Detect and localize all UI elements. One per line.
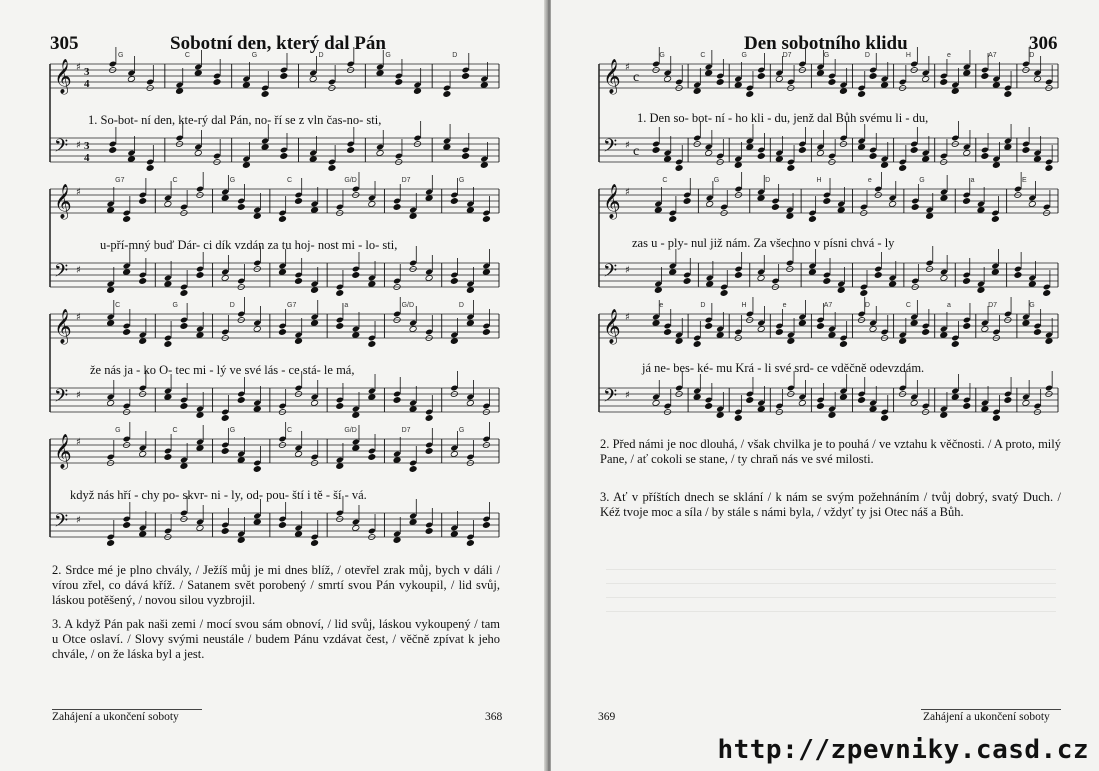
chord-symbol: G (919, 177, 925, 184)
chord-symbol: D (864, 302, 870, 309)
chord-symbol: G (741, 52, 747, 59)
lyric-line: že nás ja - ko O- tec mi - lý ve své lás - ce stá- le má, (90, 363, 355, 377)
svg-text:♯: ♯ (76, 390, 81, 401)
svg-text:𝄞: 𝄞 (54, 59, 72, 94)
svg-text:3: 3 (84, 66, 90, 78)
svg-text:4: 4 (84, 78, 90, 90)
chord-symbol: H (741, 302, 747, 309)
svg-text:♯: ♯ (625, 312, 630, 323)
song-number-306: 306 (1029, 33, 1058, 54)
svg-text:𝄢: 𝄢 (603, 261, 618, 286)
svg-text:♯: ♯ (76, 140, 81, 151)
chord-symbol: G7 (115, 177, 125, 184)
chord-symbol: G (659, 52, 665, 59)
right-system-1 (597, 52, 1062, 177)
svg-text:𝄞: 𝄞 (54, 184, 72, 219)
chord-symbol: a (344, 302, 349, 309)
chord-symbol: a (970, 177, 975, 184)
chord-symbol: D (452, 52, 458, 59)
svg-text:♯: ♯ (625, 265, 630, 276)
right-page (551, 0, 1099, 771)
chord-symbol: e (782, 302, 787, 309)
svg-text:𝄢: 𝄢 (603, 136, 618, 161)
lyric-line: zas u - ply- nul již nám. Za všechno v písni chvá - ly (632, 236, 895, 250)
chord-symbol: A7 (823, 302, 833, 309)
footer-section-title: Zahájení a ukončení soboty (52, 711, 179, 723)
svg-text:𝄢: 𝄢 (54, 261, 69, 286)
chord-symbol: H (816, 177, 822, 184)
lyric-line: když nás hří - chy po- skvr- ni - ly, od- pou- ští i tě - ší - vá. (70, 488, 367, 502)
chord-symbol: D7 (782, 52, 792, 59)
chord-symbol: D7 (401, 177, 411, 184)
svg-text:♯: ♯ (625, 62, 630, 73)
chord-symbol: C (115, 302, 121, 309)
chord-symbol: G (458, 427, 465, 434)
svg-text:𝄞: 𝄞 (54, 434, 72, 469)
chord-symbol: G/D (344, 427, 357, 434)
chord-symbol: E (1022, 177, 1027, 184)
footer-section-title: Zahájení a ukončení soboty (923, 711, 1050, 723)
chord-symbol: G7 (287, 302, 297, 309)
footer-rule (52, 709, 202, 710)
left-system-2 (48, 177, 503, 302)
chord-symbol: G (115, 427, 121, 434)
svg-text:𝄞: 𝄞 (603, 184, 621, 219)
chord-symbol: C (172, 427, 178, 434)
chord-symbol: C (184, 52, 190, 59)
page-number-368: 368 (485, 711, 503, 723)
chord-symbol: G/D (401, 302, 415, 309)
chord-symbol: e (947, 52, 951, 59)
left-system-4 (48, 427, 503, 552)
chord-symbol: D (765, 177, 771, 184)
chord-symbol: D (458, 302, 464, 309)
left-system-3 (48, 302, 503, 427)
svg-text:𝄞: 𝄞 (603, 59, 621, 94)
svg-text:𝄢: 𝄢 (54, 511, 69, 536)
chord-symbol: D7 (401, 427, 411, 434)
chord-symbol: G (1029, 302, 1035, 309)
svg-text:3: 3 (84, 140, 90, 152)
chord-symbol: e (659, 302, 664, 309)
watermark-url: http://zpevniky.casd.cz (717, 735, 1089, 765)
svg-text:♯: ♯ (76, 312, 81, 323)
chord-symbol: G (172, 302, 178, 309)
chord-symbol: H (905, 52, 911, 59)
song-number-305: 305 (50, 33, 79, 54)
svg-text:♯: ♯ (76, 515, 81, 526)
chord-symbol: C (905, 302, 911, 309)
chord-symbol: a (947, 302, 951, 309)
svg-text:𝄢: 𝄢 (54, 386, 69, 411)
verse-3-right: 3. Ať v příštích dnech se sklání / k nám se svým požehnáním / tvůj dobrý, svatý Duch. / Kéž tvoje moc a síla / by stále s námi byla, / vždyť ty jsi Otec náš a Bůh. (600, 490, 1061, 519)
right-system-3 (597, 302, 1062, 427)
right-system-2 (597, 177, 1062, 302)
svg-text:𝄞: 𝄞 (603, 309, 621, 344)
footer-rule (921, 709, 1061, 710)
svg-text:♯: ♯ (625, 390, 630, 401)
chord-symbol: D7 (988, 302, 998, 309)
chord-symbol: C (287, 177, 293, 184)
chord-symbol: D (700, 302, 706, 309)
lyric-line: 1. Den so- bot- ní - ho kli - du, jenž dal Bůh svému li - du, (637, 111, 929, 125)
svg-text:4: 4 (84, 152, 90, 164)
svg-text:♯: ♯ (76, 265, 81, 276)
chord-symbol: A7 (988, 52, 997, 59)
song-title-left: Sobotní den, který dal Pán (170, 33, 386, 54)
chord-symbol: G (385, 52, 391, 59)
verse-2-right: 2. Před námi je noc dlouhá, / však chvilka je to pouhá / ve vztahu k věčnosti. / A proto, milý Pane, / ať cokoli se stane, / ty chraň nás ve své milosti. (600, 437, 1061, 466)
chord-symbol: C (172, 177, 178, 184)
svg-text:♯: ♯ (76, 187, 81, 198)
lyric-line: u-pří-mný buď Dár- ci dík vzdán za tu hoj- nost mi - lo- sti, (100, 238, 398, 252)
lyric-line: já ne- bes- ké- mu Krá - li své srd- ce vděčně odevzdám. (642, 361, 925, 375)
svg-text:c: c (633, 144, 640, 159)
svg-text:♯: ♯ (76, 437, 81, 448)
lyric-line: 1. So-bot- ní den, kte-rý dal Pán, no- ří se z vln čas-no- sti, (88, 113, 382, 127)
chord-symbol: C (287, 427, 293, 434)
chord-symbol: G (118, 52, 124, 59)
chord-symbol: D (318, 52, 324, 59)
svg-text:c: c (633, 70, 640, 85)
chord-symbol: G (458, 177, 465, 184)
left-system-1 (48, 52, 503, 177)
left-page (0, 0, 548, 771)
chord-symbol: C (662, 177, 668, 184)
chord-symbol: D (1029, 52, 1035, 59)
svg-text:𝄞: 𝄞 (54, 309, 72, 344)
song-title-right: Den sobotního klidu (744, 33, 908, 54)
chord-symbol: e (867, 177, 872, 184)
chord-symbol: C (700, 52, 706, 59)
chord-symbol: D (229, 302, 235, 309)
svg-text:♯: ♯ (625, 187, 630, 198)
chord-symbol: G (229, 177, 236, 184)
chord-symbol: G (713, 177, 720, 184)
chord-symbol: D (864, 52, 870, 59)
page-number-369: 369 (598, 711, 616, 723)
bleed-through-text (606, 565, 1056, 625)
chord-symbol: G/D (344, 177, 357, 184)
verse-3-left: 3. A když Pán pak naši zemi / mocí svou sám obnoví, / lid svůj, láskou vykoupený / tam u Otce oslaví. / Slovy svými neustále / budem Pánu vzdávat čest, / věčně zpívat k jeho chvále, / on že láska byl a jest. (52, 617, 500, 661)
chord-symbol: G (229, 427, 236, 434)
svg-text:♯: ♯ (76, 62, 81, 73)
verse-2-left: 2. Srdce mé je plno chvály, / Ježíš můj je mi dnes blíž, / otevřel zrak můj, bych v dáli / vírou zřel, co dává kříž. / Satanem svět porobený / smrtí svou Pán vykoupil, / lid svůj, láskou potěšený, / novou silou vyzbrojil. (52, 563, 500, 607)
svg-text:♯: ♯ (625, 140, 630, 151)
svg-text:𝄢: 𝄢 (603, 386, 618, 411)
chord-symbol: G (251, 52, 258, 59)
svg-text:𝄢: 𝄢 (54, 136, 69, 161)
chord-symbol: G (823, 52, 830, 59)
